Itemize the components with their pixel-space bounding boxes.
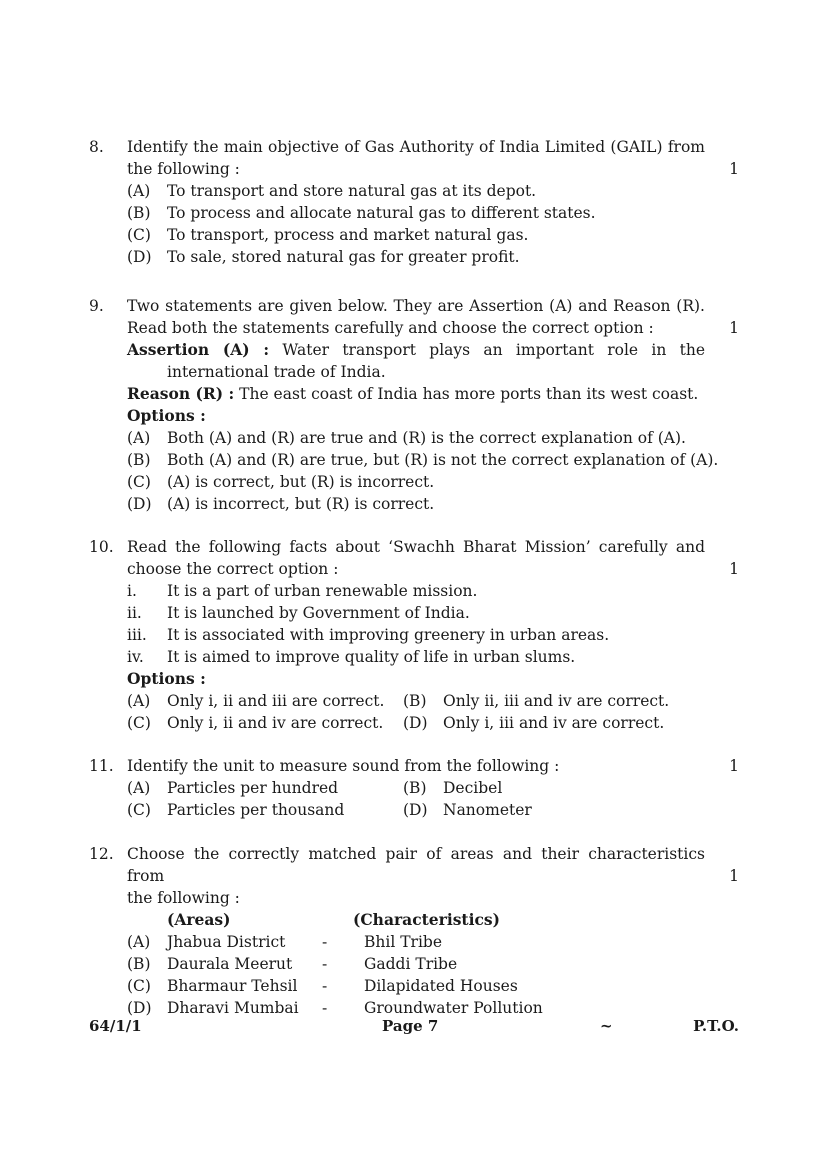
question-number: 10. [89,538,114,556]
question-number: 9. [89,297,104,315]
marks: 1 [729,560,739,578]
statement-ii: ii. It is launched by Government of India. [127,604,470,622]
option-a: (A) Only i, ii and iii are correct. [127,692,385,710]
tilde-mark: ~ [600,1017,613,1035]
option-c: (C) Only i, ii and iv are correct. [127,714,384,732]
option-a: (A) Particles per hundred [127,779,339,797]
statement-iii: iii. It is associated with improving greenery in urban areas. [127,626,610,644]
options-row [127,690,705,712]
option-b: (B) Decibel [403,779,503,797]
question-number: 11. [89,757,114,775]
option-d: (D) Only i, iii and iv are correct. [403,714,665,732]
pair-row-a: (A) Jhabua District - Bhil Tribe [127,933,443,951]
question-text-line: the following : [127,160,240,178]
marks: 1 [729,757,739,775]
page-number: Page 7 [382,1017,439,1035]
question-number: 8. [89,138,104,156]
question-number: 12. [89,845,114,863]
question-text-line: Identify the main objective of Gas Authority of India Limited (GAIL) from [127,138,705,156]
pair-row-c: (C) Bharmaur Tehsil - Dilapidated Houses [127,977,518,995]
option-c: (C) (A) is correct, but (R) is incorrect. [127,473,435,491]
question-12 [89,843,739,1019]
assertion-label: Assertion (A) : [127,340,270,359]
marks: 1 [729,867,739,885]
pair-table-header [127,909,705,931]
pair-row-d: (D) Dharavi Mumbai - Groundwater Pollution [127,999,543,1017]
option-d: (D) Nanometer [403,801,532,819]
option-d: (D) To sale, stored natural gas for greater profit. [127,248,520,266]
question-text-line: Identify the unit to measure sound from the following : [127,757,560,775]
assertion: Assertion (A) : Water transport plays an important role in the [127,340,705,359]
option-a: (A) Both (A) and (R) are true and (R) is the correct explanation of (A). [127,429,686,447]
statement-iv: iv. It is aimed to improve quality of life in urban slums. [127,648,576,666]
question-text-line: Choose the correctly matched pair of areas and their characteristics from [127,845,705,885]
question-text-line: the following : [127,889,240,907]
marks: 1 [729,160,739,178]
options-heading: Options : [127,406,206,425]
page-footer [89,1015,739,1037]
question-9 [89,295,739,515]
reason-label: Reason (R) : [127,384,235,403]
question-10 [89,536,739,734]
column-header-characteristics: (Characteristics) [353,910,500,929]
option-c: (C) Particles per thousand [127,801,345,819]
paper-code: 64/1/1 [89,1017,142,1035]
option-b: (B) To process and allocate natural gas to different states. [127,204,596,222]
question-11 [89,755,739,821]
question-text-line: Read both the statements carefully and choose the correct option : [127,319,654,337]
option-b: (B) Both (A) and (R) are true, but (R) is not the correct explanation of (A). [127,451,719,469]
question-text-line: Two statements are given below. They are Assertion (A) and Reason (R). [127,297,705,315]
option-c: (C) To transport, process and market natural gas. [127,226,529,244]
option-d: (D) (A) is incorrect, but (R) is correct. [127,495,435,513]
option-a: (A) To transport and store natural gas at its depot. [127,182,537,200]
options-heading: Options : [127,669,206,688]
options-row [127,799,705,821]
question-8 [89,136,739,268]
pto-label: P.T.O. [693,1017,739,1035]
question-text-line: choose the correct option : [127,560,339,578]
options-row [127,777,705,799]
question-text-line: Read the following facts about ‘Swachh Bharat Mission’ carefully and [127,538,705,556]
assertion-continued: international trade of India. [167,363,386,381]
options-row [127,712,705,734]
pair-row-b: (B) Daurala Meerut - Gaddi Tribe [127,955,458,973]
column-header-areas: (Areas) [167,910,231,929]
reason: Reason (R) : The east coast of India has more ports than its west coast. [127,384,699,403]
marks: 1 [729,319,739,337]
option-b: (B) Only ii, iii and iv are correct. [403,692,670,710]
statement-i: i. It is a part of urban renewable mission. [127,582,478,600]
